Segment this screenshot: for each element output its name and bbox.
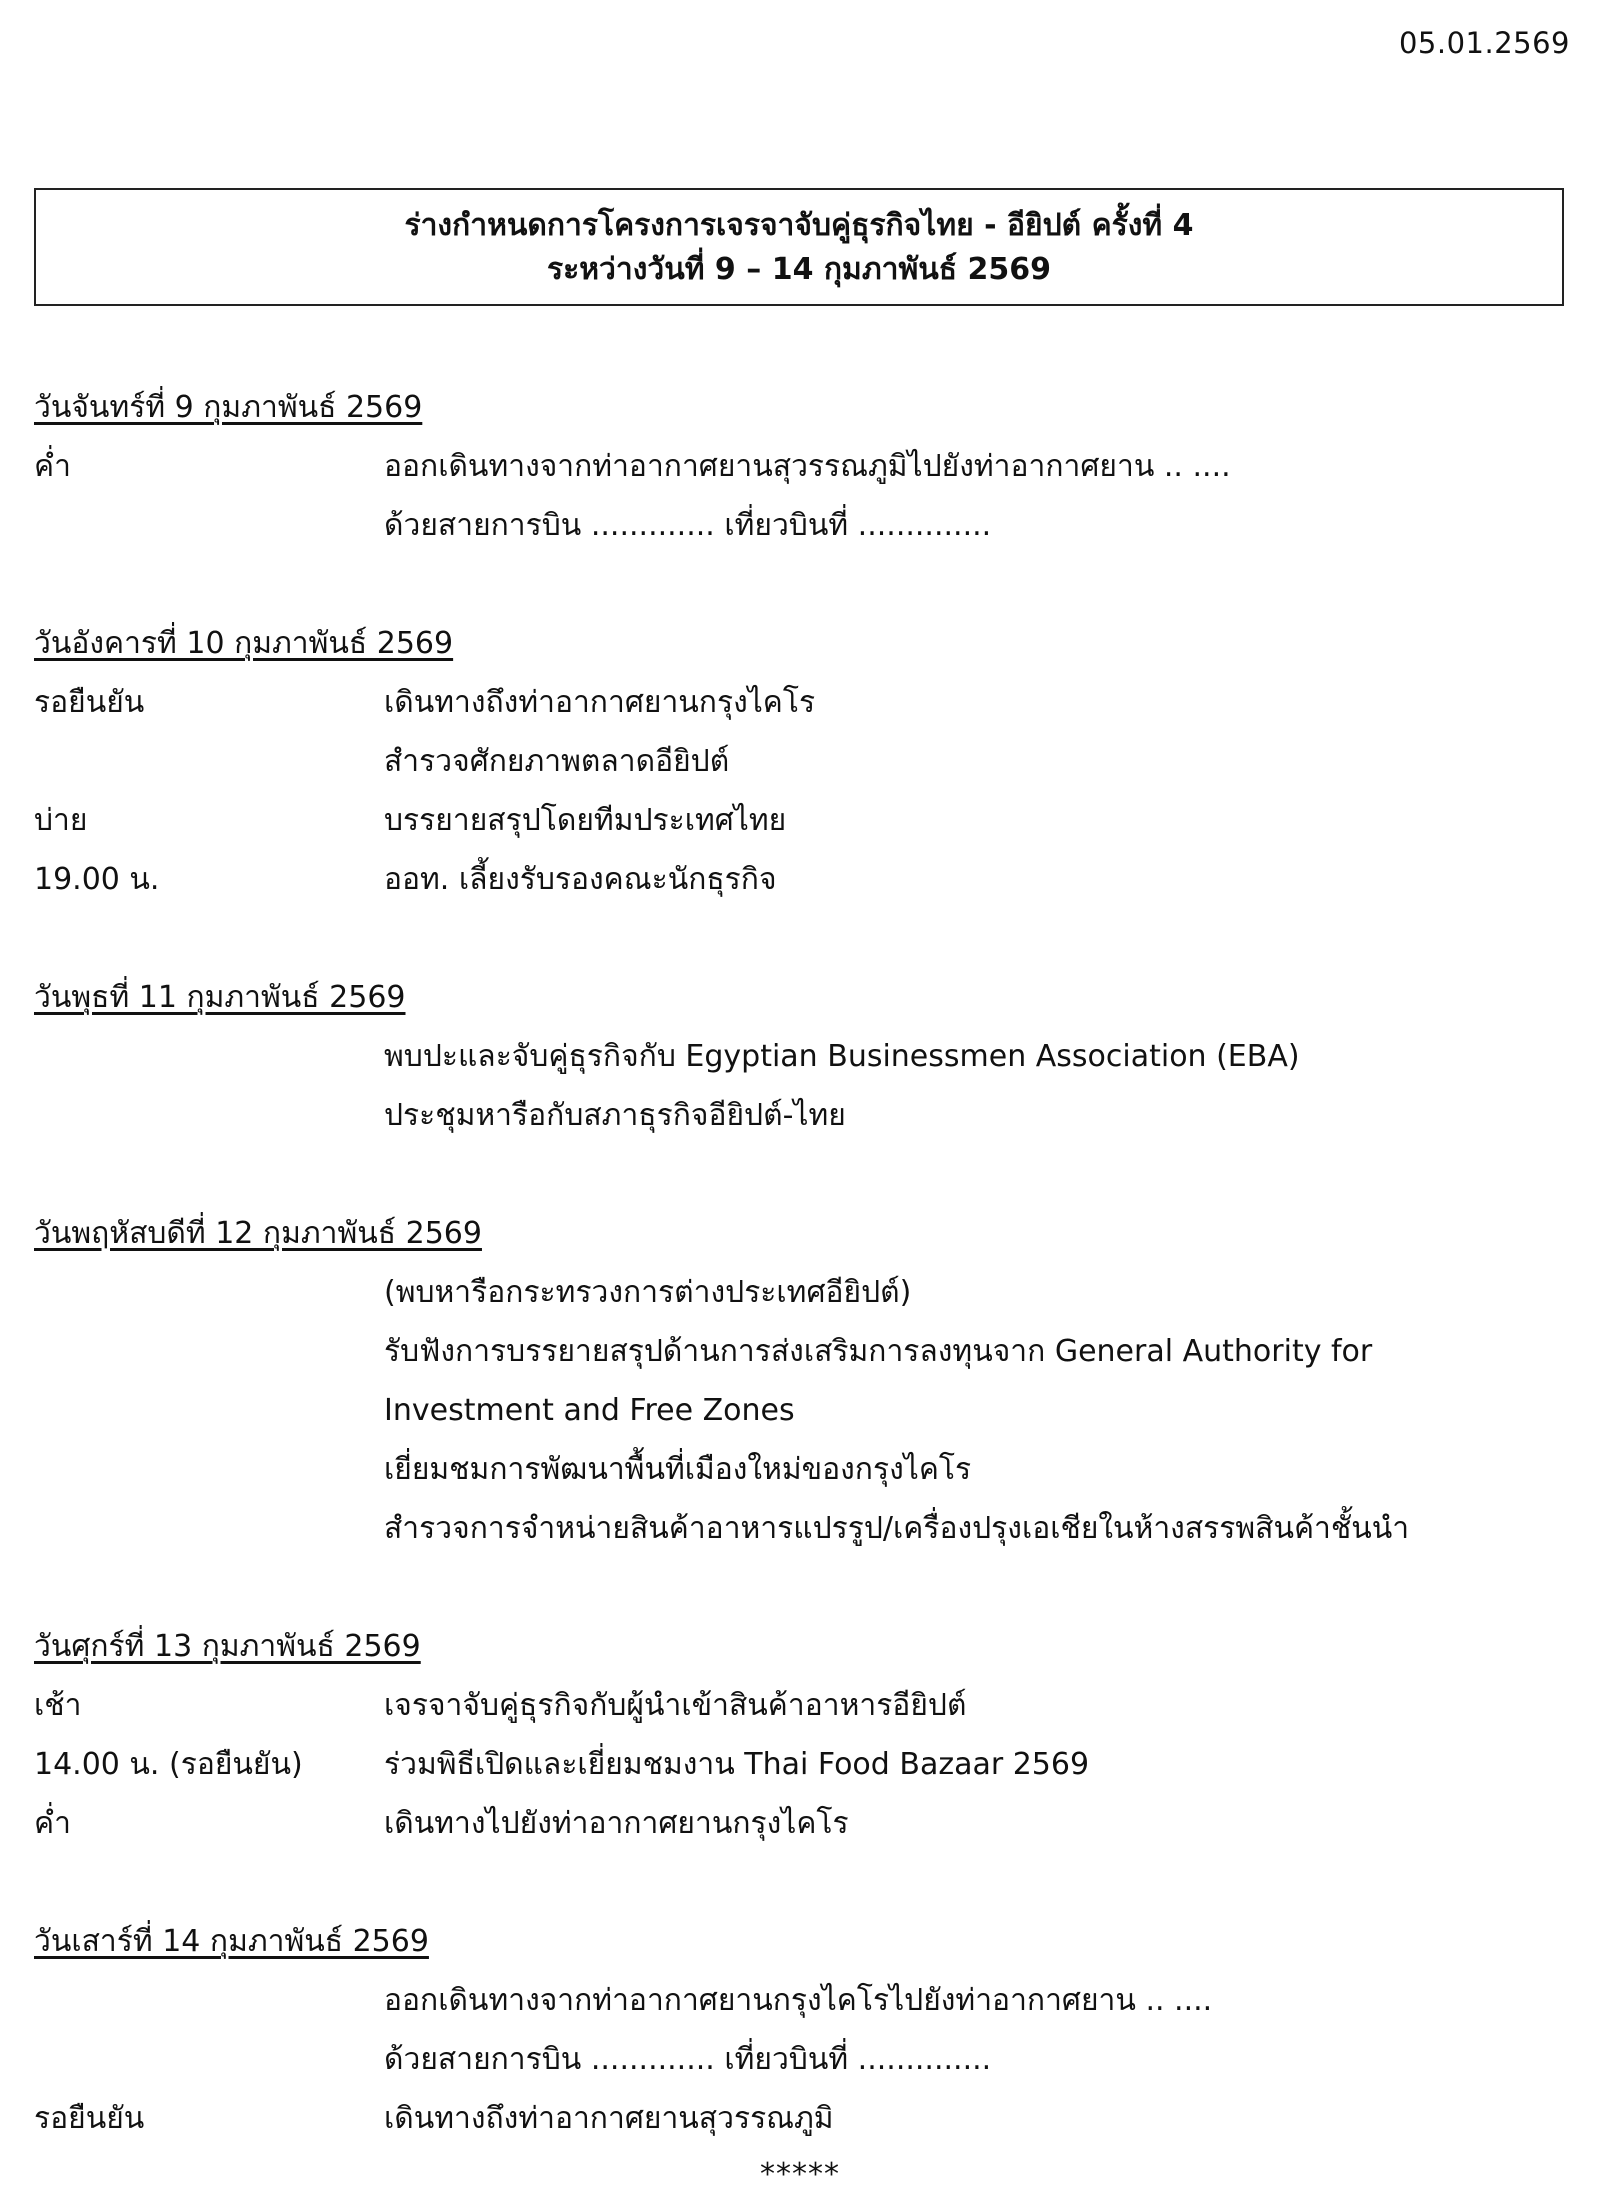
row-time: [34, 1440, 384, 1499]
row-time: ค่ำ: [34, 449, 71, 484]
row-description: เดินทางถึงท่าอากาศยานกรุงไคโร: [384, 685, 816, 720]
schedule-row: [34, 1322, 1574, 1381]
day-monday: [34, 378, 1574, 555]
schedule-row: [34, 1440, 1574, 1499]
day-thursday: [34, 1204, 1574, 1558]
end-mark: *****: [760, 2157, 840, 2192]
day-heading: วันศุกร์ที่ 13 กุมภาพันธ์ 2569: [34, 1629, 421, 1664]
schedule-row: [34, 437, 1574, 496]
row-time: [34, 496, 384, 555]
schedule: [34, 378, 1574, 2207]
schedule-row: [34, 2089, 1574, 2148]
document-date-range: ระหว่างวันที่ 9 – 14 กุมภาพันธ์ 2569: [547, 252, 1051, 287]
row-description: เยี่ยมชมการพัฒนาพื้นที่เมืองใหม่ของกรุงไคโร: [384, 1452, 972, 1487]
row-description: ร่วมพิธีเปิดและเยี่ยมชมงาน Thai Food Bazaar 2569: [384, 1747, 1090, 1782]
row-time: [34, 1971, 384, 2030]
row-description: ประชุมหารือกับสภาธุรกิจอียิปต์-ไทย: [384, 1098, 846, 1133]
day-heading: วันพุธที่ 11 กุมภาพันธ์ 2569: [34, 980, 406, 1015]
day-saturday: [34, 1912, 1574, 2148]
schedule-row: [34, 732, 1574, 791]
schedule-row: [34, 496, 1574, 555]
day-tuesday: [34, 614, 1574, 909]
schedule-row: [34, 2030, 1574, 2089]
day-heading: วันอังคารที่ 10 กุมภาพันธ์ 2569: [34, 626, 454, 661]
row-description: สำรวจศักยภาพตลาดอียิปต์: [384, 744, 730, 779]
row-description: เจรจาจับคู่ธุรกิจกับผู้นำเข้าสินค้าอาหารอียิปต์: [384, 1688, 967, 1723]
row-time: [34, 1263, 384, 1322]
row-time: [34, 1322, 384, 1381]
row-description: เดินทางไปยังท่าอากาศยานกรุงไคโร: [384, 1806, 849, 1841]
row-description: Investment and Free Zones: [384, 1393, 795, 1428]
row-time: [34, 1027, 384, 1086]
day-friday: [34, 1617, 1574, 1853]
row-time: [34, 1499, 384, 1558]
row-description: เดินทางถึงท่าอากาศยานสุวรรณภูมิ: [384, 2101, 834, 2136]
schedule-row: [34, 1086, 1574, 1145]
day-wednesday: [34, 968, 1574, 1145]
row-description: รับฟังการบรรยายสรุปด้านการส่งเสริมการลงทุนจาก General Authority for: [384, 1334, 1373, 1369]
row-description: ออกเดินทางจากท่าอากาศยานสุวรรณภูมิไปยังท่าอากาศยาน .. ....: [384, 449, 1231, 484]
day-heading: วันพฤหัสบดีที่ 12 กุมภาพันธ์ 2569: [34, 1216, 482, 1251]
row-description: บรรยายสรุปโดยทีมประเทศไทย: [384, 803, 787, 838]
row-time: [34, 2030, 384, 2089]
row-description: ออกเดินทางจากท่าอากาศยานกรุงไคโรไปยังท่าอากาศยาน .. ....: [384, 1983, 1213, 2018]
row-description: ออท. เลี้ยงรับรองคณะนักธุรกิจ: [384, 862, 777, 897]
row-time: บ่าย: [34, 803, 88, 838]
schedule-row: [34, 1027, 1574, 1086]
row-time: เช้า: [34, 1688, 82, 1723]
row-description: พบปะและจับคู่ธุรกิจกับ Egyptian Businessmen Association (EBA): [384, 1039, 1300, 1074]
schedule-row: [34, 1381, 1574, 1440]
row-description: ด้วยสายการบิน ............. เที่ยวบินที่ ..............: [384, 2042, 992, 2077]
document-title: ร่างกำหนดการโครงการเจรจาจับคู่ธุรกิจไทย - อียิปต์ ครั้งที่ 4: [404, 208, 1194, 243]
row-description: ด้วยสายการบิน ............. เที่ยวบินที่ ..............: [384, 508, 992, 543]
schedule-row: [34, 1676, 1574, 1735]
day-heading: วันเสาร์ที่ 14 กุมภาพันธ์ 2569: [34, 1924, 429, 1959]
schedule-row: [34, 1735, 1574, 1794]
schedule-row: [34, 1263, 1574, 1322]
schedule-row: [34, 791, 1574, 850]
row-time: 19.00 น.: [34, 862, 160, 897]
title-box: [34, 188, 1564, 306]
row-time: 14.00 น. (รอยืนยัน): [34, 1747, 303, 1782]
schedule-row: [34, 1499, 1574, 1558]
document-date: 05.01.2569: [1398, 26, 1570, 60]
row-description: สำรวจการจำหน่ายสินค้าอาหารแปรรูป/เครื่องปรุงเอเชียในห้างสรรพสินค้าชั้นนำ: [384, 1511, 1410, 1546]
schedule-row: [34, 1794, 1574, 1853]
schedule-row: [34, 1971, 1574, 2030]
schedule-row: [34, 673, 1574, 732]
row-time: รอยืนยัน: [34, 685, 145, 720]
row-time: รอยืนยัน: [34, 2101, 145, 2136]
row-time: [34, 1381, 384, 1440]
row-time: ค่ำ: [34, 1806, 71, 1841]
row-description: (พบหารือกระทรวงการต่างประเทศอียิปต์): [384, 1275, 912, 1310]
schedule-row: [34, 850, 1574, 909]
row-time: [34, 732, 384, 791]
row-time: [34, 1086, 384, 1145]
day-heading: วันจันทร์ที่ 9 กุมภาพันธ์ 2569: [34, 390, 423, 425]
